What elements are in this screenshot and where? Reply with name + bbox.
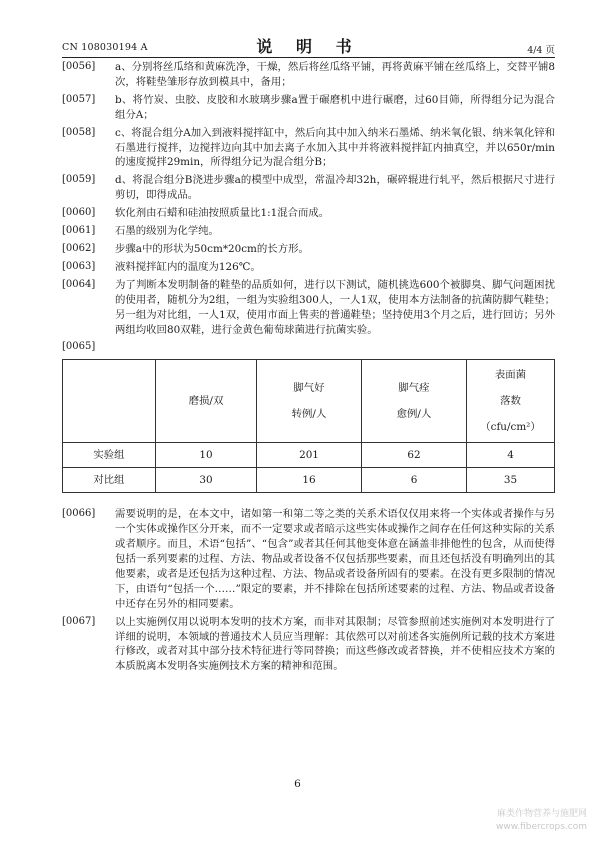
paragraph-number: [0063] xyxy=(62,260,96,272)
group-cell: 对比组 xyxy=(63,468,156,493)
table-row xyxy=(63,468,555,493)
document-body xyxy=(62,60,555,677)
paragraph-text: 石墨的级别为化学纯。 xyxy=(115,225,219,238)
paragraph-number: [0062] xyxy=(62,242,96,254)
header-wear-text: 磨损/双 xyxy=(188,395,224,408)
document-title: 说 明 书 xyxy=(256,37,361,56)
paragraph-text: c、将混合组分A加入到液料搅拌缸中，然后向其中加入纳米石墨烯、纳米氧化银、纳米氧化锌和石墨进行搅拌，边搅拌边向其中加去离子水加入其中并将液料搅拌缸内抽真空，并以650r/min的速度搅拌29min，所得组分记为混合组分B； xyxy=(115,126,555,169)
paragraph-number: [0067] xyxy=(62,615,96,627)
paragraph-0062 xyxy=(62,242,555,257)
header-improved-line1: 脚气好 xyxy=(293,382,325,395)
paragraph-text: 步骤a中的形状为50cm*20cm的长方形。 xyxy=(115,242,309,255)
paragraph-text: 需要说明的是，在本文中，诸如第一和第二等之类的关系术语仅仅用来将一个实体或者操作与另一个实体或操作区分开来，而不一定要求或者暗示这些实体或操作之间存在任何这种实际的关系或者顺序。而且，术语“包括”、“包含”或者其任何其他变体意在涵盖非排他性的包含，从而使得包括一系列要素的过程、方法、物品或者设备不仅包括那些要素，而且还包括没有明确列出的其他要素，或者是还包括为这种过程、方法、物品或者设备所固有的要素。在没有更多限制的情况下，由语句“包括一个……”限定的要素，并不排除在包括所述要素的过程、方法、物品或者设备中还存在另外的相同要素。 xyxy=(115,508,555,610)
header-bacteria-line1: 表面菌 xyxy=(494,369,527,382)
paragraph-0060 xyxy=(62,206,555,221)
paragraph-0064 xyxy=(62,278,555,338)
results-table xyxy=(62,359,555,493)
paragraph-0063 xyxy=(62,260,555,275)
paragraph-text: 以上实施例仅用以说明本发明的技术方案，而非对其限制；尽管参照前述实施例对本发明进行了详细的说明，本领域的普通技术人员应当理解：其依然可以对前述各实施例所记载的技术方案进行修改，或者对其中部分技术特征进行等同替换；而这些修改或者替换，并不使相应技术方案的本质脱离本发明各实施例技术方案的精神和范围。 xyxy=(115,615,555,673)
paragraph-text: 液料搅拌缸内的温度为126℃。 xyxy=(115,260,261,273)
paragraph-0066 xyxy=(62,507,555,611)
header-bacteria-line3: （cfu/cm²） xyxy=(480,421,541,434)
watermark-line-1: 麻类作物营养与施肥网 xyxy=(496,809,587,819)
wear-cell: 30 xyxy=(156,468,257,493)
header-cured xyxy=(362,360,467,443)
improved-cell: 16 xyxy=(257,468,362,493)
paragraph-0057 xyxy=(62,93,555,123)
header-bacteria xyxy=(467,360,555,443)
paragraph-number: [0058] xyxy=(62,126,96,138)
table-paragraph-number: [0065] xyxy=(62,341,96,353)
document-number: CN 108030194 A xyxy=(62,42,148,53)
paragraph-number: [0060] xyxy=(62,207,96,219)
header-divider xyxy=(62,57,555,58)
cured-cell: 62 xyxy=(362,443,467,468)
header-cured-line2: 愈例/人 xyxy=(396,408,432,421)
paragraph-0061 xyxy=(62,224,555,239)
paragraph-0056 xyxy=(62,60,555,90)
header-wear xyxy=(156,360,257,443)
paragraph-0067 xyxy=(62,615,555,675)
watermark-line-2: www.fibercrops.com xyxy=(496,822,587,832)
header-bacteria-line2: 落数 xyxy=(500,395,521,408)
bacteria-cell: 4 xyxy=(467,443,555,468)
paragraph-number: [0064] xyxy=(62,278,96,290)
paragraph-text: 为了判断本发明制备的鞋垫的品质如何，进行以下测试，随机挑选600个被脚臭、脚气问题困扰的使用者，随机分为2组，一组为实验组300人，一人1双，使用本方法制备的抗菌防脚气鞋垫；另一组为对比组，一人1双，使用市面上售卖的普通鞋垫；坚持使用3个月之后，进行回访；另外两组均收回80双鞋，进行金黄色葡萄球菌进行抗菌实验。 xyxy=(115,278,555,336)
wear-cell: 10 xyxy=(156,443,257,468)
paragraph-number: [0057] xyxy=(62,93,96,105)
paragraph-text: b、将竹炭、虫胶、皮胶和水玻璃步骤a置于碾磨机中进行碾磨，过60目筛，所得组分记为混合组分A； xyxy=(115,93,555,121)
header-improved-line2: 转例/人 xyxy=(291,408,327,421)
paragraph-number: [0056] xyxy=(62,61,96,72)
improved-cell: 201 xyxy=(257,443,362,468)
site-watermark xyxy=(496,808,587,834)
header-cured-line1: 脚气痊 xyxy=(398,382,430,395)
paragraph-text: a、分别将丝瓜络和黄麻洗净，干燥，然后将丝瓜络平铺，再将黄麻平铺在丝瓜络上，交替平铺8次，将鞋垫雏形存放到模具中，备用； xyxy=(115,61,555,88)
header-group-cell xyxy=(63,360,156,443)
paragraph-text: d、将混合组分B浇进步骤a的模型中成型，常温冷却32h，碾碎辊进行轧平，然后根据尺寸进行剪切，即得成品。 xyxy=(115,174,555,202)
table-header-row xyxy=(63,360,555,443)
page-number: 6 xyxy=(294,778,301,790)
paragraph-number: [0066] xyxy=(62,508,96,520)
paragraph-number: [0061] xyxy=(62,225,96,237)
cured-cell: 6 xyxy=(362,468,467,493)
bacteria-cell: 35 xyxy=(467,468,555,493)
paragraph-0059 xyxy=(62,173,555,203)
page-label: 4/4 页 xyxy=(527,45,555,56)
paragraph-number: [0059] xyxy=(62,174,96,186)
table-row xyxy=(63,443,555,468)
group-cell: 实验组 xyxy=(63,443,156,468)
header-improved xyxy=(257,360,362,443)
paragraph-0058 xyxy=(62,126,555,171)
paragraph-text: 软化剂由石蜡和硅油按照质量比1:1混合而成。 xyxy=(115,207,330,220)
